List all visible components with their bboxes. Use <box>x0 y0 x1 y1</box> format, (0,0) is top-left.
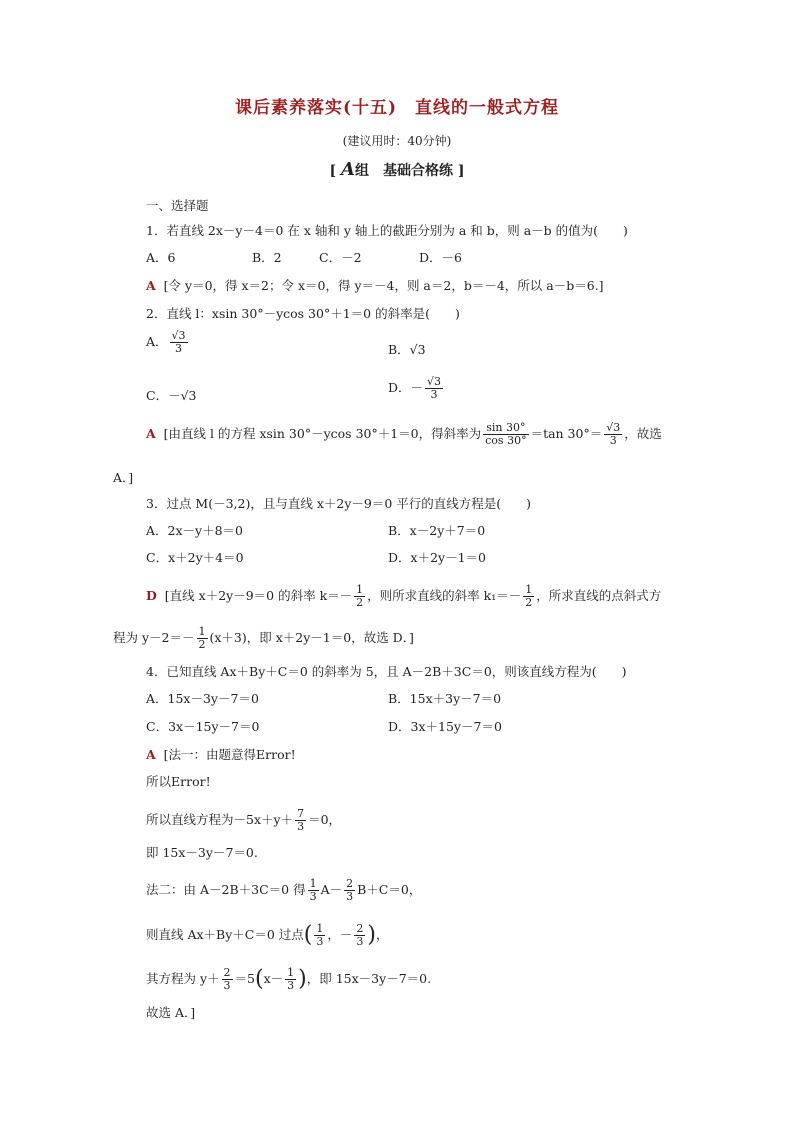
denominator: 2 <box>198 638 206 651</box>
question-1-option-d: D．－6 <box>419 250 462 265</box>
denominator: 3 <box>356 935 364 948</box>
fraction <box>354 923 365 948</box>
fraction <box>604 422 622 447</box>
group-bracket-open: [ <box>329 163 337 179</box>
question-2-stem: 2．直线 l：xsin 30°－ycos 30°＋1＝0 的斜率是( ) <box>146 306 460 321</box>
group-letter: A <box>341 159 355 180</box>
denominator: 3 <box>316 935 324 948</box>
question-3-solution <box>146 584 661 609</box>
numerator: 7 <box>297 807 305 820</box>
solution-text: 程为 y－2＝－ <box>113 630 195 645</box>
solution-text: [由直线 l 的方程 xsin 30°－ycos 30°＋1＝0，得斜率为 <box>163 426 482 441</box>
question-1-stem: 1．若直线 2x－y－4＝0 在 x 轴和 y 轴上的截距分别为 a 和 b，则 a－b 的值为( ) <box>146 223 628 238</box>
numerator: 2 <box>223 966 231 979</box>
page-title: 课后素养落实(十五) 直线的一般式方程 <box>234 98 560 118</box>
numerator: √3 <box>606 421 621 434</box>
numerator: 1 <box>356 583 364 596</box>
question-3-option-c: C．x＋2y＋4＝0 <box>146 550 244 565</box>
solution-text: ＝0， <box>308 812 342 827</box>
solution-text: ， <box>376 927 389 942</box>
denominator: 3 <box>297 820 305 833</box>
right-paren: ) <box>367 922 376 948</box>
section-heading: 一、选择题 <box>146 198 209 213</box>
fraction <box>314 923 325 948</box>
numerator: √3 <box>171 329 186 342</box>
fraction <box>425 376 443 401</box>
solution-text: ，所求直线的点斜式方 <box>536 588 662 603</box>
solution-text: B＋C＝0， <box>357 882 422 897</box>
answer-letter: A <box>146 747 156 762</box>
question-4-conclusion: 故选 A．] <box>146 1005 196 1020</box>
numerator: 1 <box>287 966 295 979</box>
question-3-stem: 3．过点 M(－3,2)，且与直线 x＋2y－9＝0 平行的直线方程是( ) <box>146 496 532 511</box>
option-label: A． <box>146 334 168 349</box>
question-3-option-a: A．2x－y＋8＝0 <box>146 523 243 538</box>
question-4-step-3 <box>146 808 341 833</box>
question-2-option-c: C．－√3 <box>146 388 197 403</box>
right-paren: ) <box>298 966 307 992</box>
solution-text: [直线 x＋2y－9＝0 的斜率 k＝－ <box>164 588 353 603</box>
question-4-method-2 <box>146 878 421 903</box>
numerator: √3 <box>427 375 442 388</box>
solution-text: 则直线 Ax＋By＋C＝0 过点 <box>146 927 304 942</box>
solution-text: (x＋3)，即 x＋2y－1＝0，故选 D．] <box>209 630 414 645</box>
question-3-solution-wrap <box>113 626 414 651</box>
numerator: 2 <box>356 922 364 935</box>
numerator: 1 <box>198 625 206 638</box>
numerator: 2 <box>346 877 354 890</box>
question-2-option-b: B．√3 <box>388 342 426 357</box>
solution-text: 法二：由 A－2B＋3C＝0 得 <box>146 882 306 897</box>
question-4-method-1 <box>146 747 296 763</box>
solution-text: x－ <box>263 971 284 986</box>
answer-letter: A <box>146 426 156 441</box>
numerator: sin 30° <box>483 422 528 435</box>
question-4-option-b: B．15x＋3y－7＝0 <box>388 691 502 706</box>
fraction <box>285 967 296 992</box>
denominator: 3 <box>309 890 317 903</box>
solution-text: ，则所求直线的斜率 k₁＝－ <box>367 588 522 603</box>
group-heading <box>0 159 794 180</box>
numerator: 1 <box>309 877 317 890</box>
question-4-option-a: A．15x－3y－7＝0 <box>146 691 259 706</box>
numerator: 1 <box>316 922 324 935</box>
fraction <box>344 878 355 903</box>
denominator: 3 <box>609 434 617 447</box>
fraction <box>197 626 208 651</box>
solution-text: ，故选 <box>624 426 662 441</box>
denominator: 3 <box>346 890 354 903</box>
question-4-step-6 <box>146 923 389 948</box>
question-1-option-c: C．－2 <box>319 250 362 265</box>
group-label: 组 基础合格练 <box>354 163 453 179</box>
question-4-option-c: C．3x－15y－7＝0 <box>146 719 260 734</box>
fraction <box>170 330 188 355</box>
question-4-step-7 <box>146 967 431 992</box>
suggested-time: (建议用时：40分钟) <box>342 134 452 148</box>
solution-text: 其方程为 y＋ <box>146 971 220 986</box>
question-1-option-a: A．6 <box>146 250 176 265</box>
group-bracket-close: ] <box>457 163 465 179</box>
question-4-step-2: 所以Error! <box>146 774 211 789</box>
denominator: 2 <box>356 596 364 609</box>
question-3-option-d: D．x＋2y－1＝0 <box>388 550 486 565</box>
denominator: 3 <box>223 979 231 992</box>
solution-text: ，即 15x－3y－7＝0. <box>306 971 432 986</box>
left-paren: ( <box>255 966 264 992</box>
solution-text: ＝5 <box>234 971 255 986</box>
question-2-solution <box>146 422 662 447</box>
fraction <box>483 422 528 447</box>
question-1-solution <box>146 278 604 294</box>
solution-text: 所以直线方程为－5x＋y＋ <box>146 812 294 827</box>
question-2-solution-wrap: A．] <box>113 470 134 485</box>
question-4-stem: 4．已知直线 Ax＋By＋C＝0 的斜率为 5，且 A－2B＋3C＝0，则该直线方程为( ) <box>146 664 627 679</box>
fraction <box>222 967 233 992</box>
question-3-option-b: B．x－2y＋7＝0 <box>388 523 486 538</box>
question-2-option-a <box>146 330 190 355</box>
fraction <box>523 584 534 609</box>
question-1-option-b: B．2 <box>252 250 282 265</box>
question-2-option-d <box>388 376 445 401</box>
denominator: 3 <box>175 342 183 355</box>
solution-text: A－ <box>320 882 343 897</box>
solution-text: ＝tan 30°＝ <box>530 426 603 441</box>
question-4-option-d: D．3x＋15y－7＝0 <box>388 719 502 734</box>
solution-text: [法一：由题意得Error! <box>163 747 296 762</box>
fraction <box>308 878 319 903</box>
denominator: 3 <box>287 979 295 992</box>
answer-letter: D <box>146 588 157 603</box>
fraction <box>295 808 306 833</box>
denominator: 3 <box>430 388 438 401</box>
fraction <box>354 584 365 609</box>
option-label: D．－ <box>388 380 424 395</box>
denominator: 2 <box>525 596 533 609</box>
numerator: 1 <box>525 583 533 596</box>
left-paren: ( <box>303 922 313 948</box>
solution-text: ，－ <box>327 927 353 942</box>
solution-text: [令 y＝0，得 x＝2；令 x＝0，得 y＝－4，则 a＝2，b＝－4，所以 a－b＝6.] <box>163 278 604 293</box>
answer-letter: A <box>146 278 156 293</box>
question-4-step-4: 即 15x－3y－7＝0. <box>146 845 258 860</box>
denominator: cos 30° <box>485 434 527 447</box>
